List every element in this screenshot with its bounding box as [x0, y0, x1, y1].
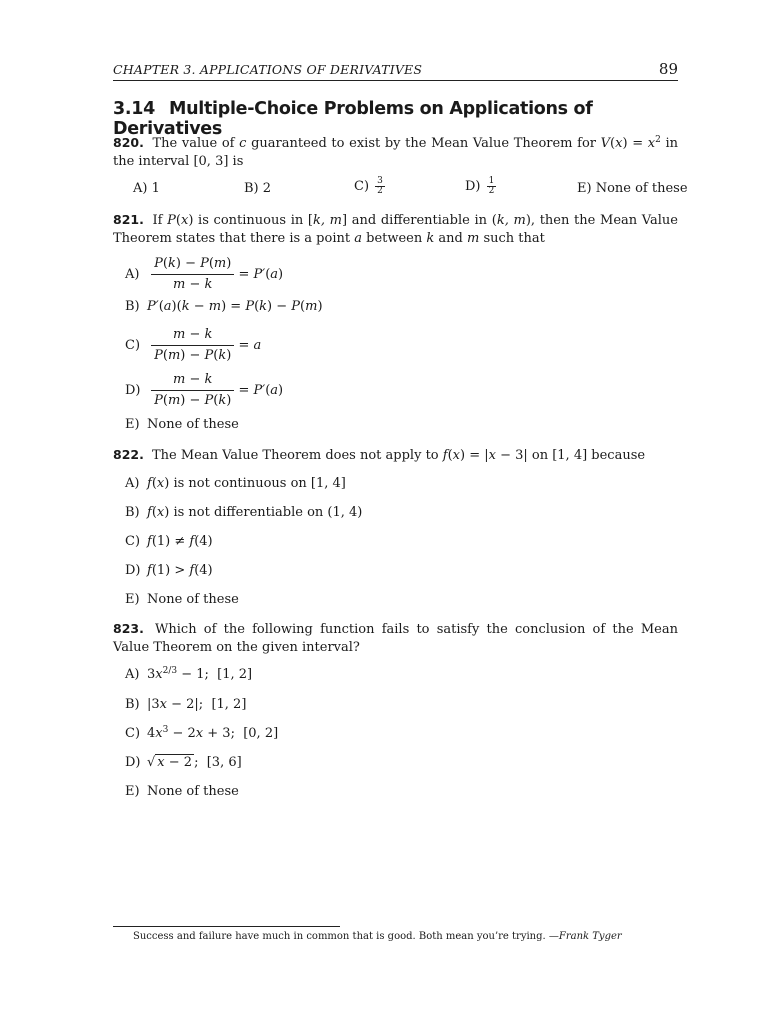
- problem-823-option-b[interactable]: B) |3x − 2|; [1, 2]: [125, 697, 247, 712]
- option-label: A): [125, 267, 140, 282]
- fraction: $\frac{m - k}{P(m) - P(k)}$: [151, 327, 234, 364]
- problem-820-options: [0, 176, 768, 201]
- option-label: A): [125, 476, 140, 491]
- option-label: D): [125, 563, 141, 578]
- option-e[interactable]: E) None of these: [577, 181, 688, 196]
- option-label: B): [125, 697, 140, 712]
- option-d[interactable]: [465, 177, 498, 196]
- problem-822-stem: 822. The Mean Value Theorem does not apply to f(x) = |x − 3| on [1, 4] because: [113, 447, 646, 463]
- problem-823-option-c[interactable]: C) $4x^3 - 2x + 3$; [0, 2]: [125, 725, 279, 741]
- option-label: A): [125, 667, 140, 682]
- problem-823-option-e[interactable]: [125, 783, 239, 801]
- problem-821-option-b[interactable]: B) P′(a)(k − m) = P(k) − P(m): [125, 299, 323, 314]
- fraction-three-halves: [375, 177, 385, 196]
- problem-number: 820.: [113, 135, 144, 150]
- running-header: [113, 61, 678, 81]
- frac-numerator: 1: [488, 176, 495, 186]
- footnote-quote: [133, 931, 622, 942]
- page-number: 89: [658, 60, 678, 78]
- option-label: D): [125, 383, 141, 398]
- quote-text: Success and failure have much in common that is good. Both mean you’re trying.: [133, 931, 546, 942]
- option-text: None of these: [147, 592, 239, 607]
- option-label: D): [125, 755, 141, 770]
- option-a[interactable]: A) 1: [133, 181, 160, 196]
- chapter-title: CHAPTER 3. APPLICATIONS OF DERIVATIVES: [113, 62, 423, 77]
- fraction: $\frac{m - k}{P(m) - P(k)}$: [151, 372, 234, 409]
- problem-822-option-e[interactable]: [125, 591, 239, 609]
- problem-823-option-a[interactable]: A) $3x^{2/3} - 1$; [1, 2]: [125, 666, 253, 682]
- section-number: 3.14: [113, 99, 155, 119]
- problem-822-option-d[interactable]: D) f(1) > f(4): [125, 563, 213, 578]
- problem-number: 823.: [113, 621, 144, 636]
- option-label: C): [125, 726, 141, 741]
- problem-823-option-d[interactable]: D) √ x − 2 ; [3, 6]: [125, 755, 242, 770]
- frac-denominator: 2: [488, 186, 495, 196]
- problem-823-stem: 823. Which of the following function fails to satisfy the conclusion of the Mean Value Theorem on the given interval?: [113, 621, 678, 655]
- footnote-rule: [113, 926, 340, 927]
- fraction: $\frac{P(k) - P(m)}{m - k}$: [151, 256, 234, 293]
- option-label: B): [125, 299, 140, 314]
- option-c[interactable]: [354, 177, 387, 196]
- problem-821-stem: 821. If P(x) is continuous in [k, m] and differentiable in (k, m), then the Mean Value Theorem states that there is a point a between k and m such that: [113, 212, 678, 246]
- problem-820-stem: 820. The value of c guaranteed to exist by the Mean Value Theorem for $V(x) = x^2$ in the interval [0, 3] is: [113, 135, 678, 169]
- section-title: [113, 99, 683, 139]
- option-label: E): [125, 417, 140, 432]
- option-label: E): [125, 592, 140, 607]
- option-label: C): [125, 534, 141, 549]
- problem-number: 821.: [113, 212, 144, 227]
- option-label: B): [125, 505, 140, 520]
- option-text: None of these: [147, 417, 239, 432]
- problem-822-option-b[interactable]: B) f(x) is not differentiable on (1, 4): [125, 505, 363, 520]
- fraction-one-half: [487, 177, 497, 196]
- option-text: None of these: [147, 784, 239, 799]
- frac-numerator: 3: [377, 176, 383, 186]
- option-b[interactable]: B) 2: [244, 181, 272, 196]
- problem-821-option-e[interactable]: [125, 416, 239, 434]
- option-c-label: C): [354, 179, 370, 194]
- problem-821-option-c[interactable]: C) $\frac{m - k}{P(m) - P(k)}$ = a: [125, 327, 262, 363]
- header-rule: [113, 80, 678, 81]
- problem-821-option-a[interactable]: A) $\frac{P(k) - P(m)}{m - k}$ = P′(a): [125, 256, 284, 292]
- option-d-label: D): [465, 179, 481, 194]
- quote-author: —Frank Tyger: [548, 931, 622, 942]
- problem-821-option-d[interactable]: D) $\frac{m - k}{P(m) - P(k)}$ = P′(a): [125, 372, 284, 408]
- problem-822-option-a[interactable]: A) f(x) is not continuous on [1, 4]: [125, 476, 346, 491]
- frac-denominator: 2: [377, 186, 383, 196]
- problem-number: 822.: [113, 447, 144, 462]
- option-label: C): [125, 338, 141, 353]
- section-heading: Multiple-Choice Problems on Applications of Derivatives: [113, 99, 593, 139]
- option-label: E): [125, 784, 140, 799]
- problem-822-option-c[interactable]: C) f(1) ≠ f(4): [125, 534, 213, 549]
